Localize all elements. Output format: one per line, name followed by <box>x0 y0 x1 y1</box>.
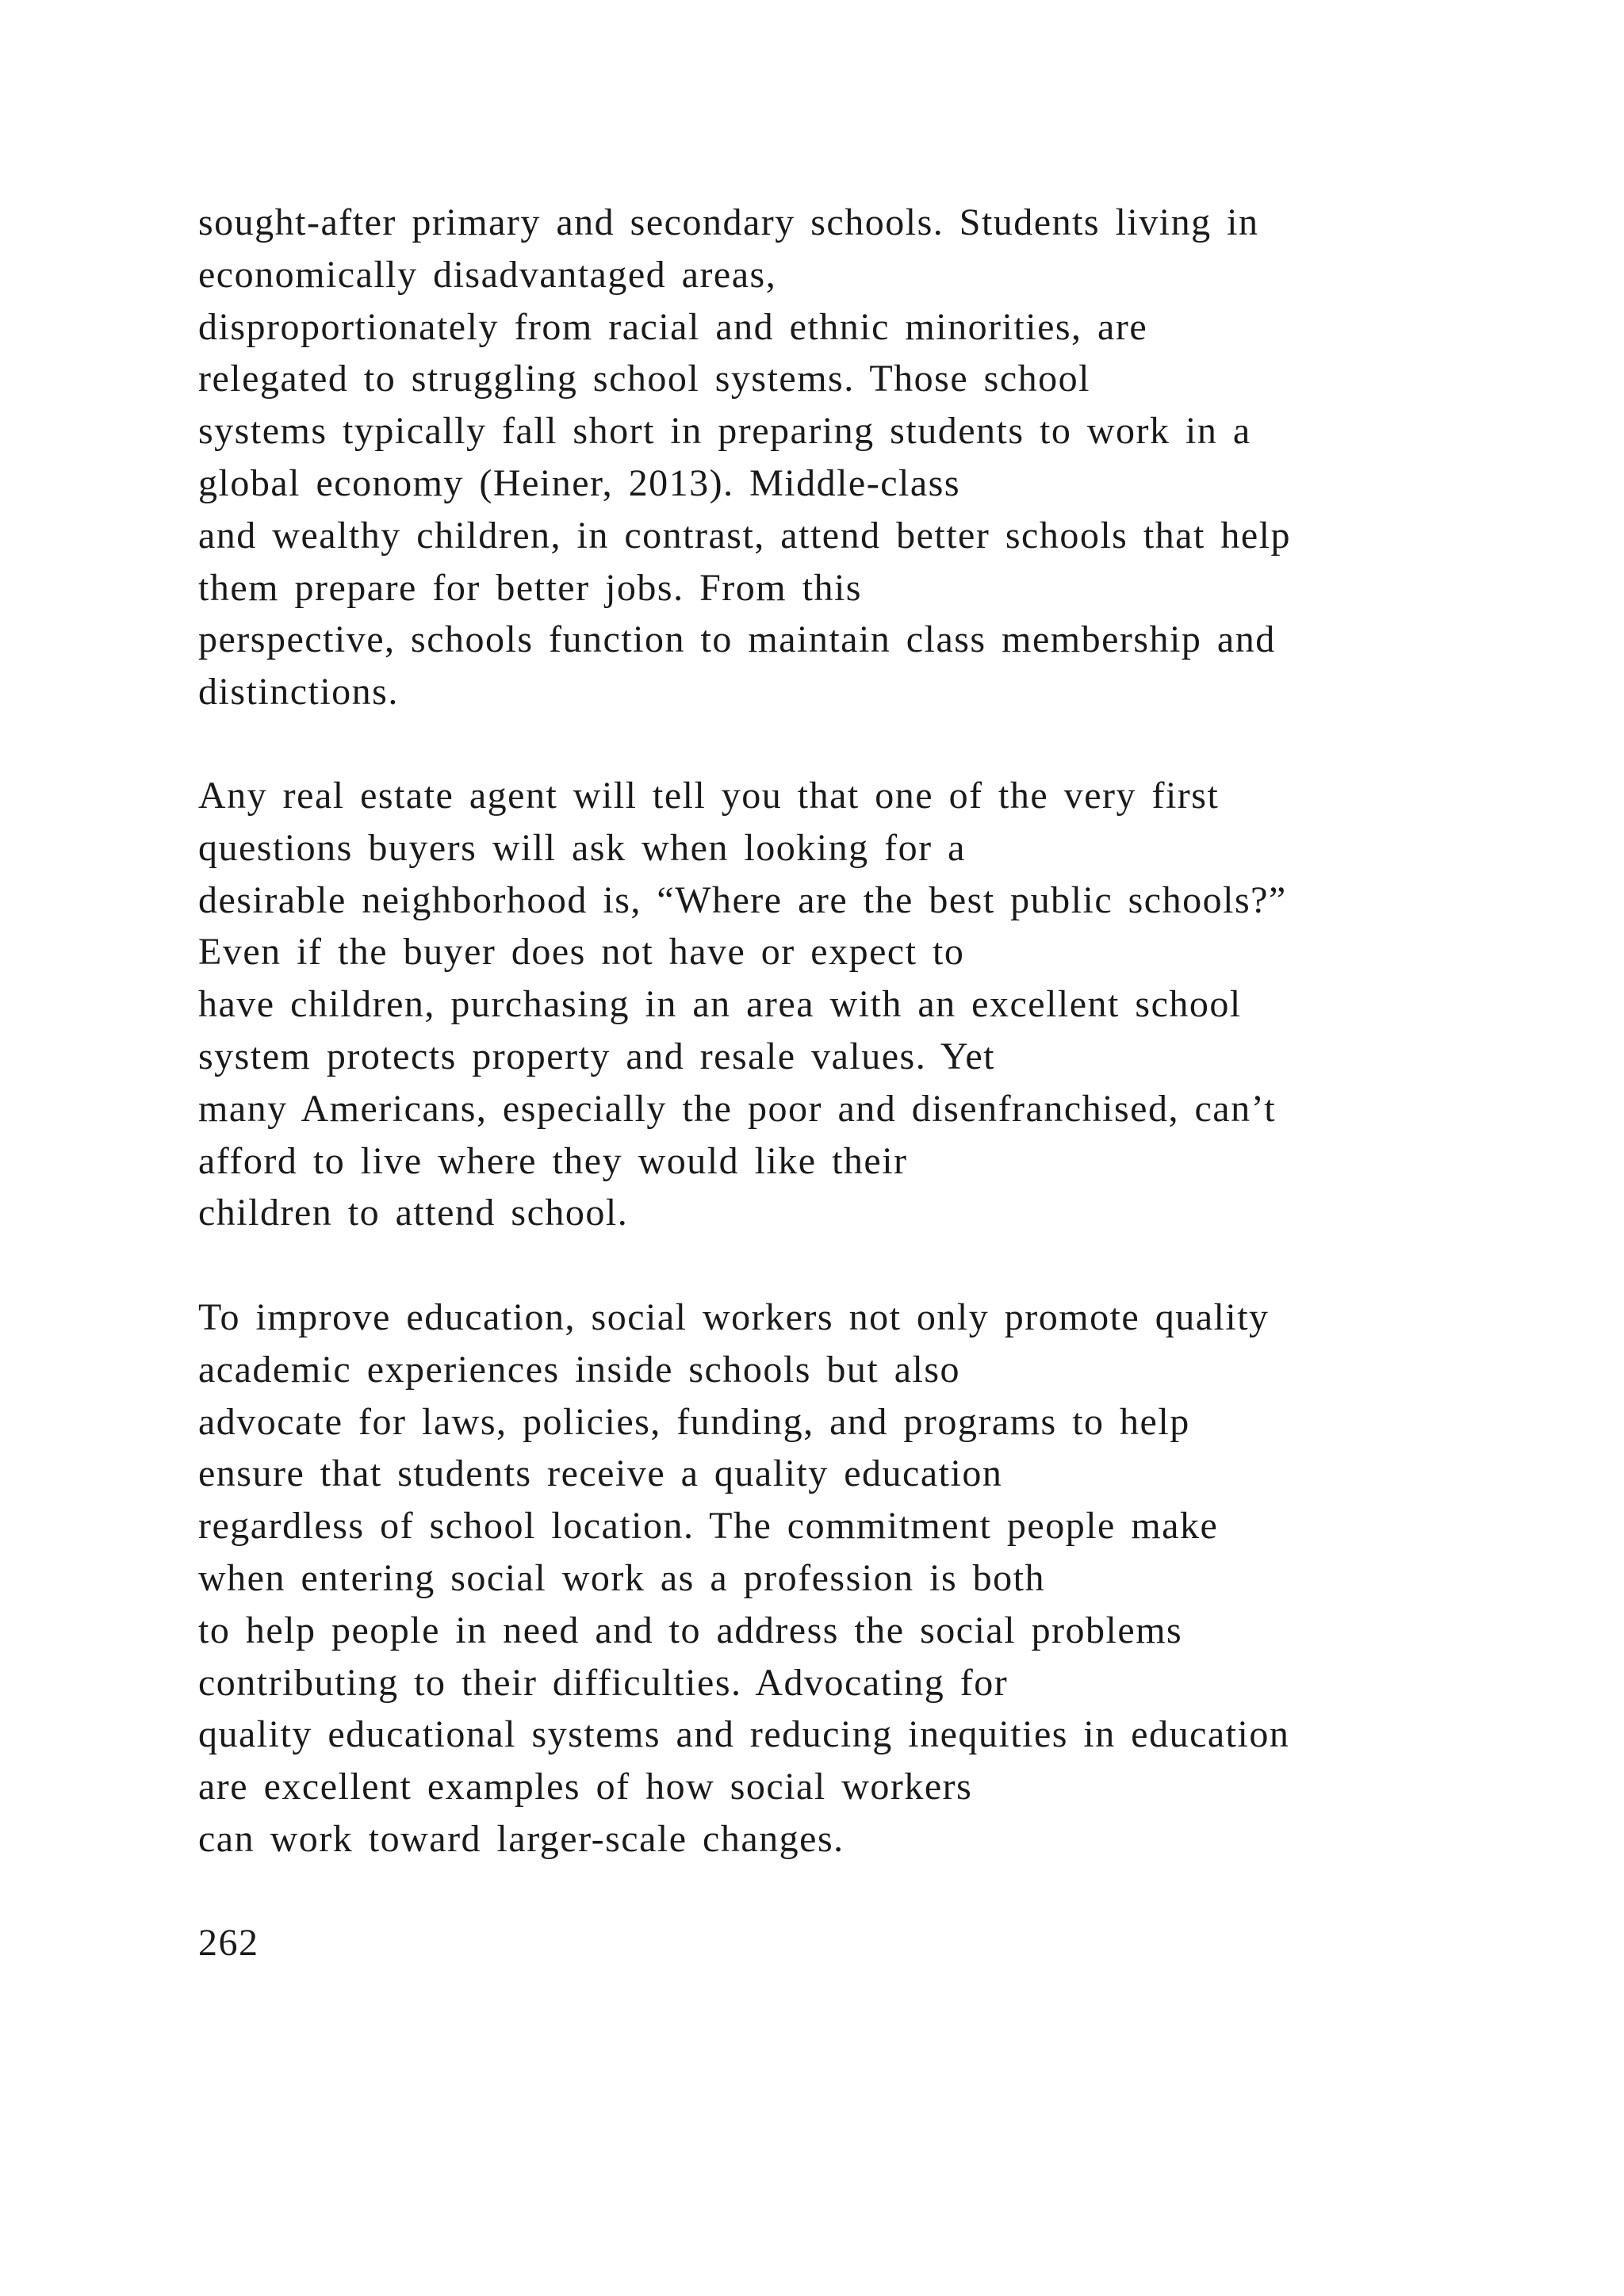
paragraph-2 <box>198 770 1507 1239</box>
text-line: academic experiences inside schools but also <box>198 1348 961 1391</box>
text-line: children to attend school. <box>198 1192 629 1234</box>
text-line: system protects property and resale values. Yet <box>198 1035 995 1077</box>
text-line: systems typically fall short in preparing students to work in a <box>198 410 1251 453</box>
text-line: are excellent examples of how social workers <box>198 1766 973 1808</box>
text-line: many Americans, especially the poor and disenfranchised, can’t <box>198 1087 1277 1130</box>
text-line: ensure that students receive a quality education <box>198 1452 1003 1495</box>
text-line: have children, purchasing in an area with an excellent school <box>198 983 1242 1026</box>
text-line: questions buyers will ask when looking for a <box>198 826 966 869</box>
text-line: perspective, schools function to maintain class membership and <box>198 618 1276 661</box>
text-line: advocate for laws, policies, funding, and programs to help <box>198 1400 1190 1443</box>
text-line: sought-after primary and secondary schools. Students living in <box>198 201 1259 243</box>
paragraph-1 <box>198 197 1507 718</box>
text-line: to help people in need and to address the social problems <box>198 1609 1183 1651</box>
text-line: quality educational systems and reducing inequities in education <box>198 1713 1290 1756</box>
page-number: 262 <box>198 1922 259 1964</box>
text-line: relegated to struggling school systems. Those school <box>198 358 1090 400</box>
text-line: afford to live where they would like their <box>198 1139 908 1182</box>
text-line: distinctions. <box>198 671 399 714</box>
text-line: regardless of school location. The commitment people make <box>198 1505 1219 1548</box>
text-line: contributing to their difficulties. Advocating for <box>198 1661 1009 1704</box>
paragraph-3 <box>198 1292 1507 1866</box>
text-line: To improve education, social workers not only promote quality <box>198 1296 1270 1338</box>
text-line: Even if the buyer does not have or expect to <box>198 931 965 974</box>
text-line: can work toward larger-scale changes. <box>198 1817 845 1860</box>
text-line: economically disadvantaged areas, <box>198 253 777 296</box>
text-line: when entering social work as a profession is both <box>198 1556 1045 1599</box>
text-line: desirable neighborhood is, “Where are the best public schools?” <box>198 878 1287 921</box>
text-line: Any real estate agent will tell you that one of the very first <box>198 775 1220 817</box>
text-line: and wealthy children, in contrast, attend better schools that help <box>198 514 1291 557</box>
text-line: global economy (Heiner, 2013). Middle-class <box>198 461 961 504</box>
text-line: them prepare for better jobs. From this <box>198 566 862 609</box>
text-line: disproportionately from racial and ethnic minorities, are <box>198 305 1148 348</box>
